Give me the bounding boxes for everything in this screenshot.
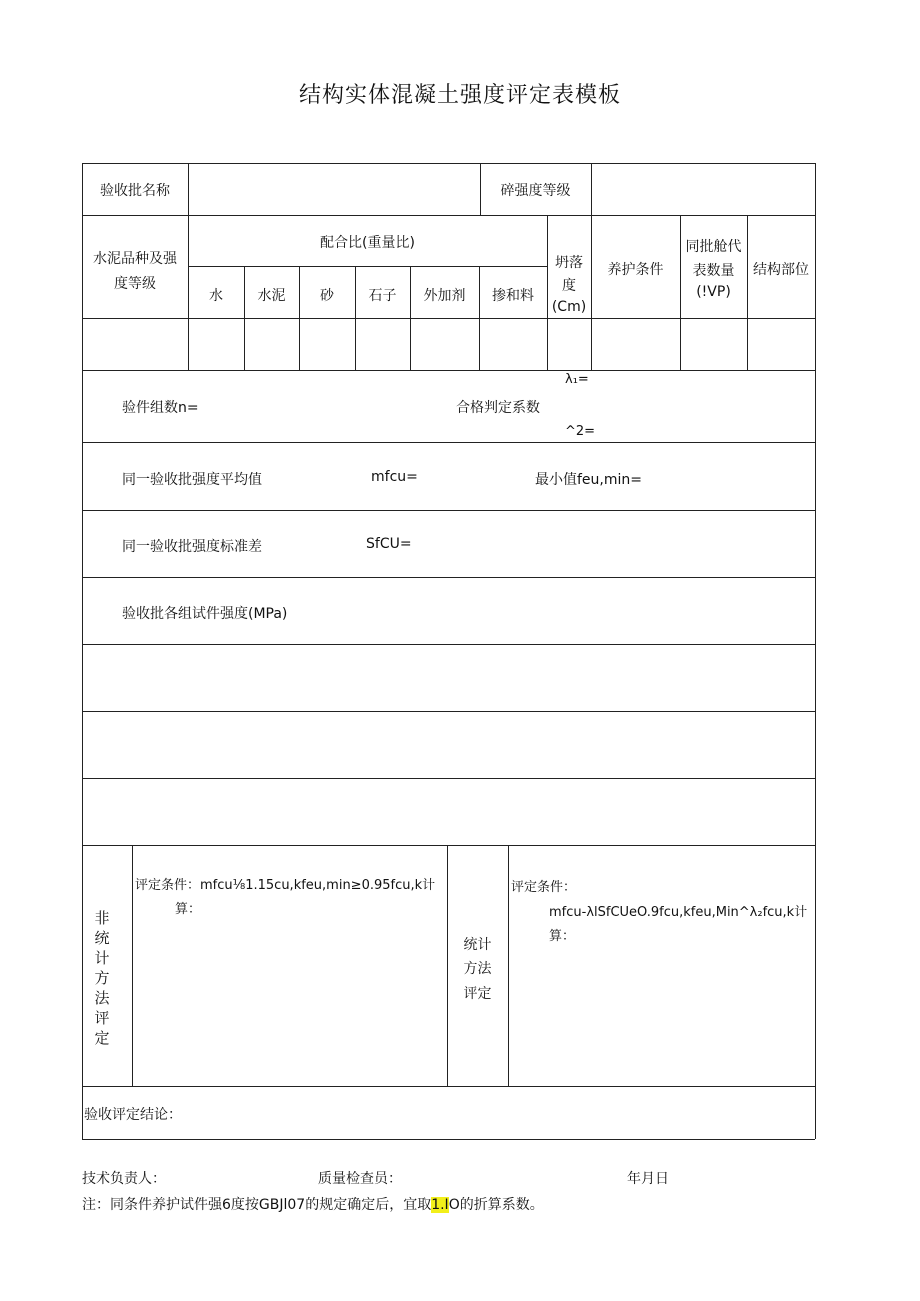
stat-method-label-line3: 评定	[463, 986, 492, 1002]
strength-row-3[interactable]	[86, 782, 811, 841]
mean-label: 同一验收批强度平均值	[122, 472, 262, 488]
batch-name-label: 验收批名称	[100, 183, 170, 199]
curing-value[interactable]	[595, 322, 676, 366]
slump-value[interactable]	[551, 322, 587, 366]
stat-condition-line1: 评定条件：	[511, 880, 577, 895]
footnote-text-after: O的折算系数。	[448, 1197, 544, 1213]
footnote	[82, 1194, 544, 1214]
page-title: 结构实体混凝土强度评定表模板	[298, 83, 621, 108]
lambda1-label: λ₁=	[565, 372, 589, 387]
mix-col-sand: 砂	[320, 288, 334, 304]
cement-type-label-line2: 度等级	[114, 276, 156, 292]
mix-col-water: 水	[209, 288, 223, 304]
structure-part-value[interactable]	[751, 322, 811, 366]
stat-method-label-line1: 统计	[463, 937, 492, 953]
strengths-label: 验收批各组试件强度(MPa)	[122, 606, 288, 622]
min-label: 最小值feu,min=	[535, 472, 642, 488]
conclusion-label: 验收评定结论：	[84, 1107, 182, 1123]
tech-lead-label: 技术负责人：	[82, 1171, 166, 1187]
nonstat-condition-line1: 评定条件：mfcu⅛1.15cu,kfeu,min≥0.95fcu,k计	[135, 878, 436, 893]
date-label: 年月日	[627, 1171, 669, 1187]
cement-type-value[interactable]	[86, 322, 184, 366]
lambda2-label: ^2=	[565, 424, 596, 439]
judgement-coef-label: 合格判定系数	[456, 400, 540, 416]
mix-ratio-values[interactable]	[192, 322, 543, 366]
conclusion-value[interactable]	[200, 1090, 811, 1135]
concrete-grade-label: 碎强度等级	[500, 183, 571, 199]
inspector-label: 质量检查员：	[318, 1171, 402, 1187]
slump-label-line1: 坍落	[555, 255, 583, 271]
footnote-text-before: 注：同条件养护试件强6度按GBJl07的规定确定后，宜取	[82, 1197, 432, 1213]
nonstat-condition-line2: 算：	[175, 902, 202, 917]
stat-condition-line2: mfcu-λlSfCUeO.9fcu,kfeu,Min^λ₂fcu,k计	[549, 905, 808, 920]
structure-part-label: 结构部位	[753, 262, 809, 278]
mix-col-stone: 石子	[368, 288, 397, 304]
rep-qty-label-line1: 同批舱代	[685, 239, 742, 255]
slump-label-line2: 度	[562, 278, 576, 294]
concrete-grade-value[interactable]	[595, 168, 811, 212]
cement-type-label-line1: 水泥品种及强	[93, 251, 177, 267]
mix-col-cement: 水泥	[257, 288, 286, 304]
strength-row-2[interactable]	[86, 715, 811, 774]
curing-label: 养护条件	[607, 262, 664, 278]
slump-label-line3: (Cm)	[551, 299, 587, 315]
mix-ratio-label: 配合比(重量比)	[320, 235, 415, 251]
rep-qty-label-line3: (!VP)	[696, 284, 731, 300]
mean-symbol: mfcu=	[371, 469, 418, 485]
std-symbol: SfCU=	[366, 536, 412, 552]
nonstat-method-label: 非统计方法评定	[94, 909, 110, 1047]
stat-method-label-line2: 方法	[463, 961, 492, 977]
footnote-highlight: 1.I	[431, 1197, 449, 1213]
std-label: 同一验收批强度标准差	[122, 539, 262, 555]
stat-condition-line3: 算：	[549, 929, 576, 944]
rep-qty-label-line2: 表数量	[692, 263, 735, 279]
group-count-label: 验件组数n=	[122, 400, 199, 416]
strength-row-1[interactable]	[86, 648, 811, 707]
mix-col-admixture: 外加剂	[423, 288, 466, 304]
batch-name-value[interactable]	[192, 168, 476, 212]
mix-col-additive: 掺和料	[492, 288, 534, 304]
rep-qty-value[interactable]	[684, 322, 743, 366]
